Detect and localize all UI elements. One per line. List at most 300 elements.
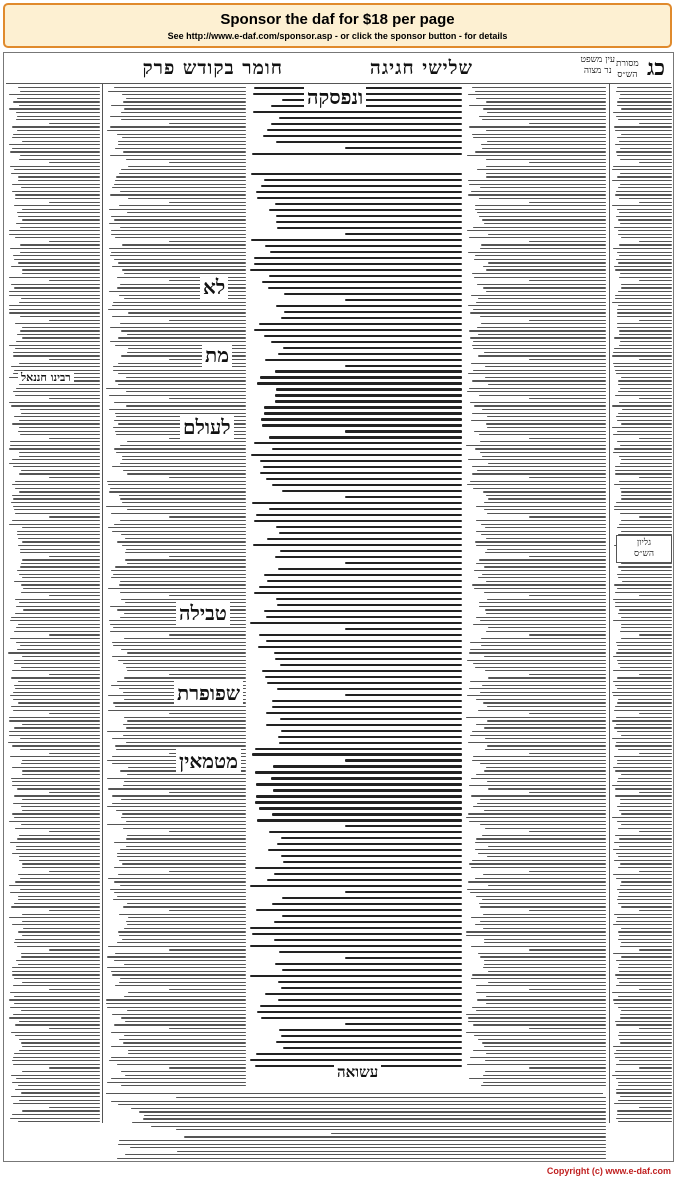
text-line [20, 552, 100, 553]
text-line [486, 269, 606, 270]
text-line [113, 574, 246, 575]
text-line [617, 760, 672, 761]
text-line [620, 863, 672, 864]
text-line [115, 953, 246, 954]
text-line [618, 1100, 672, 1101]
text-line [262, 281, 462, 283]
text-line [529, 241, 606, 242]
text-line [263, 135, 462, 137]
text-line [251, 454, 462, 456]
text-line [119, 1140, 606, 1141]
text-line [617, 645, 672, 646]
text-line [617, 105, 672, 106]
text-line [485, 670, 606, 671]
text-line [639, 1028, 672, 1029]
text-line [9, 144, 100, 145]
text-line [485, 377, 606, 378]
text-line [486, 423, 606, 424]
text-line [486, 613, 606, 614]
text-line [126, 159, 246, 160]
text-line [128, 917, 246, 918]
sponsor-banner[interactable] [3, 3, 672, 48]
text-line [11, 617, 100, 618]
text-line [21, 824, 100, 825]
text-line [12, 1114, 100, 1115]
text-line [49, 359, 100, 360]
text-line [267, 538, 462, 540]
text-line [477, 470, 606, 471]
text-line [123, 1042, 246, 1043]
text-line [345, 562, 462, 564]
text-line [618, 187, 672, 188]
text-line [480, 921, 606, 922]
text-line [618, 856, 672, 857]
text-line [639, 713, 672, 714]
text-line [486, 996, 606, 997]
text-line [49, 398, 100, 399]
text-line [639, 516, 672, 517]
text-line [255, 867, 462, 869]
text-line [474, 277, 606, 278]
text-line [274, 652, 462, 654]
text-line [250, 945, 462, 947]
text-line [617, 688, 672, 689]
text-line [49, 516, 100, 517]
text-line [19, 427, 100, 428]
text-line [22, 921, 100, 922]
text-line [473, 370, 606, 371]
text-line [118, 141, 246, 142]
text-line [470, 481, 606, 482]
text-line [115, 380, 246, 381]
rabbeinu-chananel-title: רבינו חננאל [18, 371, 74, 384]
text-line [22, 273, 100, 274]
text-line [107, 130, 246, 131]
text-line [19, 1039, 100, 1040]
text-line [253, 111, 462, 113]
text-line [486, 495, 606, 496]
text-line [272, 448, 462, 450]
text-line [614, 126, 672, 127]
text-line [127, 334, 246, 335]
text-line [123, 828, 246, 829]
text-line [10, 151, 100, 152]
text-line [10, 1007, 100, 1008]
text-line [21, 1010, 100, 1011]
text-line [250, 1059, 462, 1061]
text-line [132, 1122, 606, 1123]
text-line [177, 1151, 606, 1152]
text-line [472, 466, 606, 467]
text-line [470, 735, 606, 736]
text-line [126, 838, 246, 839]
text-line [260, 376, 462, 378]
text-line [529, 674, 606, 675]
text-line [485, 738, 606, 739]
text-line [612, 992, 672, 993]
text-line [621, 531, 672, 532]
text-line [484, 656, 606, 657]
text-line [127, 473, 246, 474]
text-line [468, 881, 606, 882]
sponsor-title[interactable]: Sponsor the daf for $18 per page [220, 11, 455, 28]
text-line [254, 263, 462, 265]
ein-mishpat-text [8, 87, 100, 1125]
text-line [472, 380, 606, 381]
text-line [108, 91, 246, 92]
text-line [479, 395, 606, 396]
text-line [483, 266, 606, 267]
text-line [345, 891, 462, 893]
text-line [481, 1085, 606, 1086]
text-line [112, 305, 246, 306]
text-line [264, 406, 462, 408]
text-line [615, 835, 672, 836]
text-line [619, 964, 672, 965]
text-line [16, 606, 100, 607]
text-line [470, 402, 606, 403]
text-line [13, 1064, 100, 1065]
text-line [470, 892, 606, 893]
text-line [112, 266, 246, 267]
text-line [345, 957, 462, 959]
text-line [118, 384, 246, 385]
text-line [114, 881, 246, 882]
text-line [483, 914, 606, 915]
text-line [475, 541, 606, 542]
text-line [115, 706, 246, 707]
text-line [616, 1078, 672, 1079]
text-line [279, 742, 462, 744]
text-line [281, 730, 462, 732]
text-line [107, 806, 246, 807]
text-line [621, 284, 672, 285]
text-line [639, 359, 672, 360]
text-line [618, 931, 672, 932]
text-line [15, 395, 100, 396]
text-line [108, 878, 246, 879]
text-line [9, 463, 100, 464]
text-line [115, 413, 246, 414]
text-line [17, 98, 100, 99]
text-line [107, 481, 246, 482]
talmud-page [3, 52, 674, 1162]
text-line [16, 960, 100, 961]
text-line [482, 119, 606, 120]
text-line [18, 681, 100, 682]
text-line [482, 899, 606, 900]
text-line [482, 574, 606, 575]
text-line [19, 159, 100, 160]
text-line [21, 806, 100, 807]
text-line [468, 373, 606, 374]
text-line [617, 176, 672, 177]
text-line [468, 742, 606, 743]
text-line [469, 821, 606, 822]
text-line [13, 692, 100, 693]
text-line [10, 695, 100, 696]
text-line [116, 176, 246, 177]
text-line [169, 1067, 246, 1068]
text-line [471, 778, 606, 779]
text-line [612, 1075, 672, 1076]
text-line [281, 987, 462, 989]
text-line [615, 592, 672, 593]
text-line [271, 123, 462, 125]
text-line [122, 863, 246, 864]
text-line [110, 488, 246, 489]
text-line [488, 627, 606, 628]
text-line [9, 885, 100, 886]
text-line [274, 921, 462, 923]
text-line [12, 423, 100, 424]
text-line [250, 975, 462, 977]
text-line [127, 212, 246, 213]
text-line [613, 452, 672, 453]
text-line [475, 667, 606, 668]
text-line [259, 634, 462, 636]
text-line [481, 524, 606, 525]
text-line [121, 119, 246, 120]
text-line [118, 931, 246, 932]
text-line [487, 112, 606, 113]
text-line [261, 1017, 462, 1019]
text-line [121, 799, 246, 800]
text-line [478, 1039, 606, 1040]
text-line [615, 298, 672, 299]
text-line [617, 209, 672, 210]
text-line [14, 259, 100, 260]
column-rule [609, 83, 610, 1123]
text-line [176, 1129, 606, 1130]
text-line [22, 799, 100, 800]
text-line [472, 87, 606, 88]
text-line [617, 917, 672, 918]
text-line [268, 287, 462, 289]
text-line [169, 871, 246, 872]
text-line [278, 736, 462, 738]
text-line [20, 244, 100, 245]
text-line [476, 838, 606, 839]
text-line [110, 116, 246, 117]
text-line [488, 677, 606, 678]
text-line [18, 538, 100, 539]
text-line [250, 927, 462, 929]
text-line [124, 638, 246, 639]
text-line [14, 631, 100, 632]
text-line [619, 212, 672, 213]
text-line [108, 588, 246, 589]
text-line [122, 459, 246, 460]
text-line [620, 488, 672, 489]
text-line [616, 259, 672, 260]
text-line [22, 774, 100, 775]
text-line [9, 402, 100, 403]
text-line [618, 939, 672, 940]
text-line [618, 413, 672, 414]
text-line [483, 1082, 606, 1083]
text-line [620, 388, 672, 389]
text-line [473, 348, 606, 349]
text-line [617, 87, 672, 88]
text-line [475, 151, 606, 152]
text-line [255, 801, 462, 803]
text-line [12, 785, 100, 786]
text-line [476, 896, 606, 897]
text-line [483, 287, 606, 288]
text-line [262, 424, 462, 426]
text-line [613, 434, 672, 435]
text-line [620, 173, 672, 174]
text-line [484, 770, 606, 771]
text-line [621, 563, 672, 564]
text-line [613, 874, 672, 875]
text-line [121, 534, 246, 535]
text-line [620, 341, 672, 342]
text-line [127, 774, 246, 775]
text-line [639, 595, 672, 596]
text-line [112, 795, 246, 796]
text-line [619, 345, 672, 346]
text-line [110, 327, 246, 328]
text-line [484, 964, 606, 965]
text-line [49, 320, 100, 321]
text-line [15, 828, 100, 829]
text-line [488, 234, 606, 235]
text-line [284, 293, 462, 295]
text-line [114, 892, 246, 893]
text-line [118, 1144, 606, 1145]
text-line [122, 456, 246, 457]
text-line [20, 889, 100, 890]
text-line [478, 953, 606, 954]
text-line [280, 718, 462, 720]
text-line [122, 502, 246, 503]
text-line [620, 223, 672, 224]
text-line [621, 881, 672, 882]
daf-number: כג [646, 55, 665, 81]
text-line [114, 219, 246, 220]
sponsor-subtitle[interactable]: See http://www.e-daf.com/sponsor.asp - or click the sponsor button - for details [167, 31, 508, 41]
text-line [345, 496, 462, 498]
text-line [20, 566, 100, 567]
text-line [15, 613, 100, 614]
text-line [488, 788, 606, 789]
text-line [16, 341, 100, 342]
text-line [619, 255, 672, 256]
text-line [119, 914, 246, 915]
text-line [617, 155, 672, 156]
text-line [529, 359, 606, 360]
text-line [21, 413, 100, 414]
text-line [122, 939, 246, 940]
text-line [113, 645, 246, 646]
text-line [613, 248, 672, 249]
text-line [620, 445, 672, 446]
text-line [117, 1064, 246, 1065]
text-line [49, 556, 100, 557]
text-line [618, 649, 672, 650]
text-line [22, 209, 100, 210]
text-line [118, 144, 246, 145]
text-line [485, 1071, 606, 1072]
text-line [128, 166, 246, 167]
text-line [125, 1075, 246, 1076]
text-line [480, 187, 606, 188]
text-line [487, 416, 606, 417]
text-line [488, 885, 606, 886]
text-line [12, 459, 100, 460]
text-line [618, 380, 672, 381]
text-line [15, 198, 100, 199]
text-line [616, 1092, 672, 1093]
text-line [472, 974, 606, 975]
text-line [9, 230, 100, 231]
ein-mishpat-heading [581, 55, 615, 77]
text-line [19, 602, 100, 603]
text-line [10, 992, 100, 993]
text-line [467, 889, 606, 890]
text-line [11, 173, 100, 174]
text-line [479, 216, 606, 217]
text-line [120, 581, 246, 582]
text-line [467, 695, 606, 696]
text-line [473, 624, 606, 625]
text-line [479, 434, 606, 435]
text-line [124, 108, 246, 109]
text-line [472, 134, 606, 135]
text-line [14, 509, 100, 510]
text-line [479, 198, 606, 199]
text-line [618, 1082, 672, 1083]
text-line [255, 748, 462, 750]
text-line [259, 586, 462, 588]
text-line [271, 341, 462, 343]
text-line [619, 244, 672, 245]
text-line [618, 1007, 672, 1008]
text-line [9, 295, 100, 296]
text-line [127, 835, 246, 836]
text-line [267, 129, 462, 131]
text-line [612, 302, 672, 303]
text-line [476, 545, 606, 546]
text-line [120, 849, 246, 850]
text-line [487, 856, 606, 857]
text-line [618, 1121, 672, 1122]
text-line [615, 144, 672, 145]
text-line [256, 1053, 462, 1055]
text-line [639, 753, 672, 754]
text-line [618, 219, 672, 220]
text-line [488, 262, 606, 263]
text-line [13, 352, 100, 353]
text-line [613, 620, 672, 621]
text-line [49, 634, 100, 635]
text-line [615, 1071, 672, 1072]
text-line [616, 1050, 672, 1051]
text-line [264, 179, 462, 181]
text-line [469, 388, 606, 389]
text-line [613, 112, 672, 113]
text-line [121, 1085, 246, 1086]
text-line [468, 305, 606, 306]
text-line [614, 348, 672, 349]
dibbur-word-4: טבילה [176, 601, 230, 626]
text-line [639, 1067, 672, 1068]
text-line [345, 365, 462, 367]
text-line [615, 370, 672, 371]
text-line [169, 320, 246, 321]
